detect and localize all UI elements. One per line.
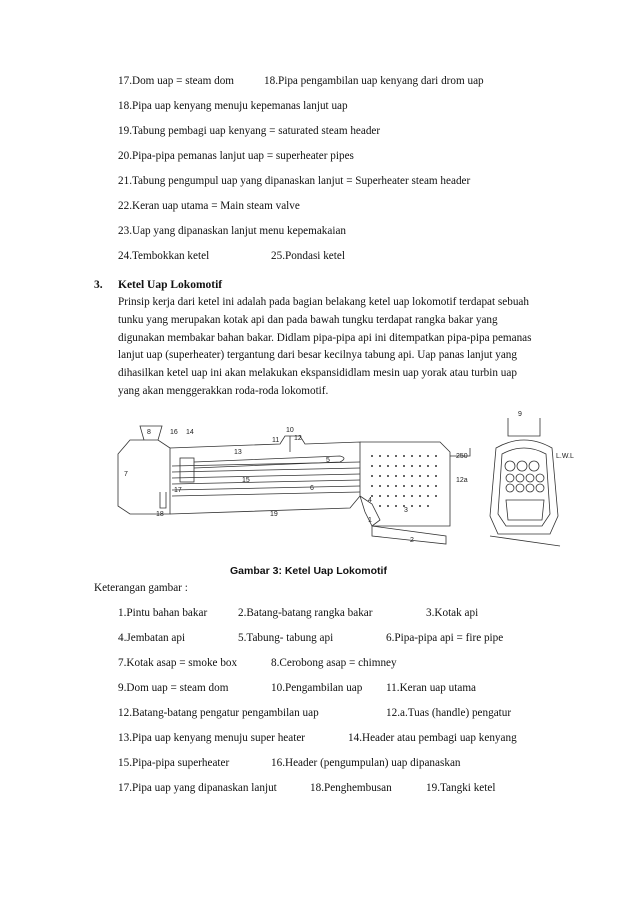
label-15: 15 bbox=[242, 477, 250, 484]
list-item: 21.Tabung pengumpul uap yang dipanaskan lanjut = Superheater steam header bbox=[118, 175, 471, 187]
list-item: 23.Uap yang dipanaskan lanjut menu kepemakaian bbox=[118, 225, 347, 237]
section-title: Ketel Uap Lokomotif bbox=[118, 279, 223, 291]
label-16: 16 bbox=[170, 429, 178, 436]
paragraph-line: digunakan membakar bahan bakar. Didlam pipa-pipa api ini ditempatkan pipa-pipa pemanas bbox=[118, 331, 532, 344]
legend-heading: Keterangan gambar : bbox=[94, 582, 188, 594]
legend-item: 18.Penghembusan bbox=[310, 782, 392, 794]
locomotive-boiler-diagram bbox=[110, 396, 574, 556]
legend-item: 15.Pipa-pipa superheater bbox=[118, 757, 230, 769]
paragraph-line: Prinsip kerja dari ketel ini adalah pada bagian belakang ketel uap lokomotif terdapat sebuah bbox=[118, 296, 529, 308]
legend-item: 14.Header atau pembagi uap kenyang bbox=[348, 732, 517, 744]
list-item: 19.Tabung pembagi uap kenyang = saturated steam header bbox=[118, 125, 381, 137]
label-6: 6 bbox=[310, 485, 314, 492]
list-item-a: 17.Dom uap = steam dom bbox=[118, 75, 234, 87]
list-item-b: 25.Pondasi ketel bbox=[271, 250, 345, 262]
legend-item: 2.Batang-batang rangka bakar bbox=[238, 607, 373, 619]
label-9: 9 bbox=[518, 411, 522, 418]
label-19: 19 bbox=[270, 511, 278, 518]
label-3: 3 bbox=[404, 507, 408, 514]
legend-item: 1.Pintu bahan bakar bbox=[118, 607, 208, 619]
label-7: 7 bbox=[124, 471, 128, 478]
legend-item: 12.Batang-batang pengatur pengambilan uap bbox=[118, 707, 319, 719]
label-11: 11 bbox=[272, 437, 280, 444]
list-item: 22.Keran uap utama = Main steam valve bbox=[118, 200, 300, 212]
legend-item: 16.Header (pengumpulan) uap dipanaskan bbox=[271, 757, 461, 769]
label-12: 12 bbox=[294, 435, 302, 442]
figure-caption: Gambar 3: Ketel Uap Lokomotif bbox=[230, 565, 387, 577]
end-view bbox=[490, 418, 560, 546]
legend-item: 13.Pipa uap kenyang menuju super heater bbox=[118, 732, 306, 744]
legend-item: 17.Pipa uap yang dipanaskan lanjut bbox=[118, 782, 277, 794]
legend-item: 19.Tangki ketel bbox=[426, 782, 496, 794]
label-250: 250 bbox=[456, 453, 468, 460]
label-8: 8 bbox=[147, 429, 151, 436]
section-number: 3. bbox=[94, 279, 103, 291]
label-18: 18 bbox=[156, 511, 164, 518]
label-1: 1 bbox=[368, 517, 372, 524]
label-13: 13 bbox=[234, 449, 242, 456]
paragraph-line: yang akan menggerakkan roda-roda lokomotif. bbox=[118, 384, 329, 397]
label-5: 5 bbox=[326, 457, 330, 464]
list-item: 20.Pipa-pipa pemanas lanjut uap = superheater pipes bbox=[118, 150, 354, 162]
diagram-svg bbox=[110, 396, 574, 556]
list-item-a: 24.Tembokkan ketel bbox=[118, 250, 210, 262]
paragraph-line: lanjut uap (superheater) tergantung dari besar kecilnya tabung api. Uap panas lanjut yang bbox=[118, 349, 517, 362]
legend-item: 6.Pipa-pipa api = fire pipe bbox=[386, 632, 504, 644]
section-paragraph bbox=[118, 294, 568, 401]
legend-item: 4.Jembatan api bbox=[118, 632, 186, 644]
firebox-tubeplate bbox=[371, 455, 437, 507]
legend-item: 7.Kotak asap = smoke box bbox=[118, 657, 238, 669]
label-lwl: L.W.L bbox=[556, 453, 574, 460]
label-2: 2 bbox=[410, 537, 414, 544]
paragraph-line: tunku yang merupakan kotak api dan pada bawah tungku terdapat rangka bakar yang bbox=[118, 313, 498, 326]
label-17: 17 bbox=[174, 487, 182, 494]
legend-item: 8.Cerobong asap = chimney bbox=[271, 657, 397, 669]
list-item-b: 18.Pipa pengambilan uap kenyang dari drom uap bbox=[264, 75, 484, 87]
legend-item: 10.Pengambilan uap bbox=[271, 682, 363, 694]
legend-item: 9.Dom uap = steam dom bbox=[118, 682, 229, 694]
legend-item: 3.Kotak api bbox=[426, 607, 479, 619]
label-14: 14 bbox=[186, 429, 194, 436]
legend-item: 5.Tabung- tabung api bbox=[238, 632, 334, 644]
label-4: 4 bbox=[368, 497, 372, 504]
list-item: 18.Pipa uap kenyang menuju kepemanas lanjut uap bbox=[118, 100, 348, 112]
legend-item: 11.Keran uap utama bbox=[386, 682, 476, 694]
legend-item: 12.a.Tuas (handle) pengatur bbox=[386, 707, 512, 719]
label-10: 10 bbox=[286, 427, 294, 434]
label-12a: 12a bbox=[456, 477, 468, 484]
paragraph-line: dihasilkan ketel uap ini akan melakukan ekspansididlam mesin uap yorak atau turbin uap bbox=[118, 367, 517, 380]
